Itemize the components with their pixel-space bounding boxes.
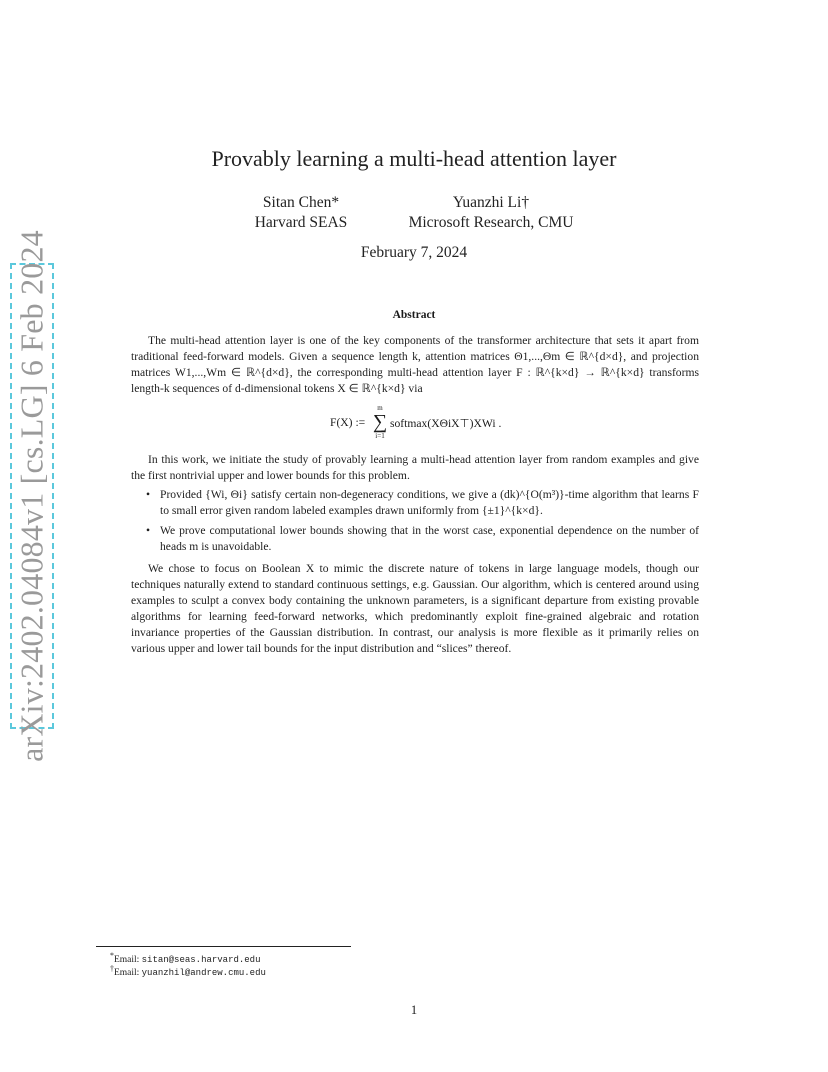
bullet-text: Provided {Wi, Θi} satisfy certain non-degeneracy conditions, we give a (dk)^{O(m³)}-time algorithm that learns F to small error given random labeled examples drawn uniformly from {±1}^{k×d}. xyxy=(160,488,699,517)
author-affiliation: Harvard SEAS xyxy=(254,214,348,231)
author-name: Yuanzhi Li† xyxy=(452,194,530,211)
footnote-label: Email: xyxy=(113,955,142,966)
paper-date: February 7, 2024 xyxy=(360,244,468,261)
author-block-2 xyxy=(396,193,586,233)
author-affiliation: Microsoft Research, CMU xyxy=(408,214,574,231)
equation-lhs: F(X) := xyxy=(330,416,366,429)
contribution-list xyxy=(146,487,699,559)
list-item: • We prove computational lower bounds showing that in the worst case, exponential dependence on the number of heads m is unavoidable. xyxy=(146,523,699,553)
equation-rhs: softmax(XΘiX⊤)XWi . xyxy=(390,417,502,430)
paper-title: Provably learning a multi-head attention layer xyxy=(211,146,617,171)
email-link[interactable]: sitan@seas.harvard.edu xyxy=(141,955,261,966)
footnote-marker: * xyxy=(110,951,114,960)
summation xyxy=(370,404,390,440)
page-number: 1 xyxy=(410,1003,418,1017)
footnote-rule xyxy=(96,946,351,947)
author-name: Sitan Chen* xyxy=(262,194,340,211)
sum-symbol: ∑ xyxy=(372,411,388,433)
abstract-paragraph-2: In this work, we initiate the study of provably learning a multi-head attention layer from random examples and give the first nontrivial upper and lower bounds for this problem. xyxy=(131,453,699,482)
list-item: • Provided {Wi, Θi} satisfy certain non-degeneracy conditions, we give a (dk)^{O(m³)}-time algorithm that learns F to small error given random labeled examples drawn uniformly from {±1}^{k×d}. xyxy=(146,488,699,517)
footnote-label: Email: xyxy=(113,968,142,979)
abstract-paragraph-3: We chose to focus on Boolean X to mimic the discrete nature of tokens in large language models, though our techniques naturally extend to standard continuous settings, e.g. Gaussian. Our algorithm, which is centered around using examples to sculpt a convex body containing the unknown parameters, is a significant departure from existing provable algorithms for learning feed-forward networks, which predominantly exploit fine-grained algebraic and rotation invariance properties of the Gaussian distribution. In contrast, our analysis is more flexible as it primarily relies on various upper and lower tail bounds for the input distribution and “slices” thereof. xyxy=(131,562,699,655)
arxiv-stamp xyxy=(10,230,54,762)
bullet-text: We prove computational lower bounds showing that in the worst case, exponential dependence on the number of heads m is unavoidable. xyxy=(160,523,699,553)
attention-equation xyxy=(300,404,540,442)
arxiv-stamp-text: arXiv:2402.04084v1 [cs.LG] 6 Feb 2024 xyxy=(13,230,50,762)
sum-upper-limit: m xyxy=(377,404,383,412)
abstract-paragraph-1: The multi-head attention layer is one of the key components of the transformer architecture that sets it apart from traditional feed-forward models. Given a sequence length k, attention matrices Θ1,...,Θm ∈ ℝ^{d×d}, and projection matrices W1,...,Wm ∈ ℝ^{d×d}, the corresponding multi-head attention layer F : ℝ^{k×d} → ℝ^{k×d} transforms length-k sequences of d-dimensional tokens X ∈ ℝ^{k×d} via xyxy=(131,334,699,395)
email-link[interactable]: yuanzhil@andrew.cmu.edu xyxy=(141,968,266,979)
author-block-1 xyxy=(236,193,366,233)
abstract-heading: Abstract xyxy=(392,309,436,321)
footnote-marker: † xyxy=(110,964,114,973)
footnote-2 xyxy=(110,964,266,978)
sum-lower-limit: i=1 xyxy=(375,432,385,440)
